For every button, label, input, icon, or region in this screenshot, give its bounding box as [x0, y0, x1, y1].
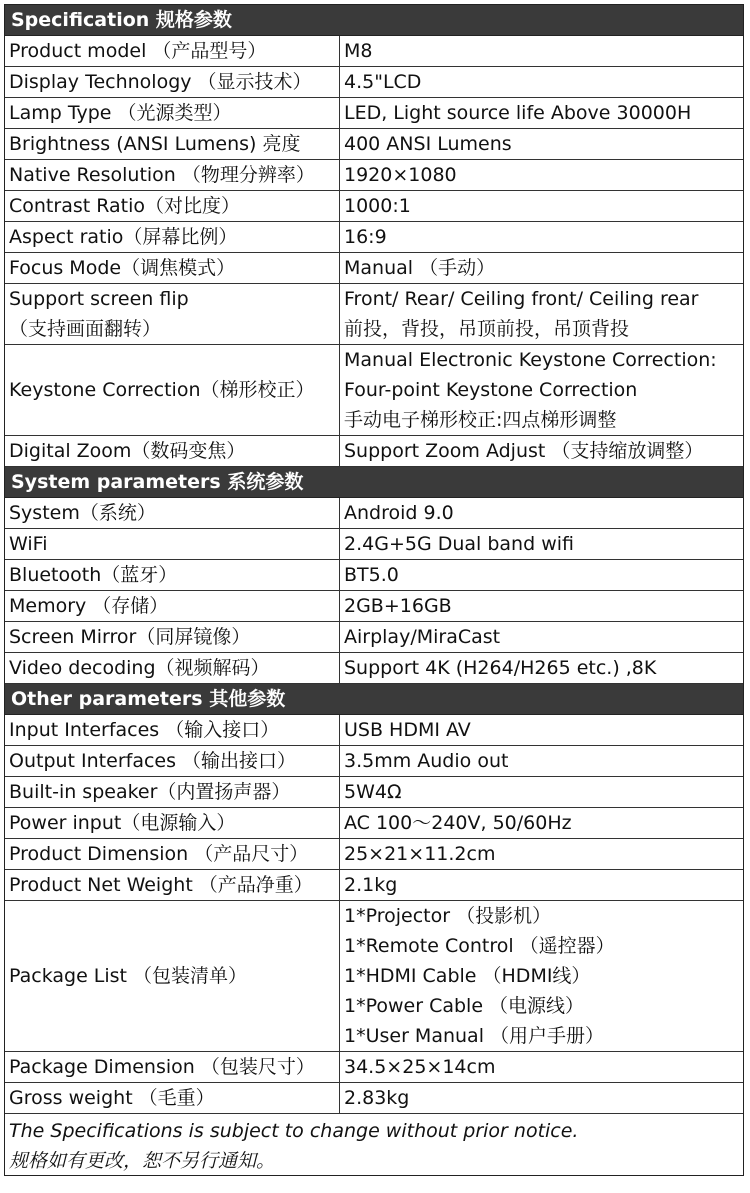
- spec-key: Bluetooth（蓝牙）: [5, 560, 340, 590]
- spec-key: Video decoding（视频解码）: [5, 653, 340, 683]
- spec-key: Product Dimension （产品尺寸）: [5, 839, 340, 869]
- section-header: Other parameters 其他参数: [5, 684, 743, 715]
- spec-row: [5, 591, 743, 622]
- spec-row: [5, 622, 743, 653]
- spec-key: Output Interfaces （输出接口）: [5, 746, 340, 776]
- spec-key: Display Technology （显示技术）: [5, 67, 340, 97]
- spec-value: 400 ANSI Lumens: [344, 133, 512, 155]
- spec-key: Lamp Type （光源类型）: [5, 98, 340, 128]
- spec-value: 3.5mm Audio out: [344, 750, 509, 772]
- spec-key: Contrast Ratio（对比度）: [5, 191, 340, 221]
- spec-sheet: [4, 4, 744, 1176]
- spec-row: [5, 191, 743, 222]
- spec-value: Front/ Rear/ Ceiling front/ Ceiling rear 前投，背投，吊顶前投，吊顶背投: [344, 288, 699, 340]
- spec-row: [5, 498, 743, 529]
- spec-row: [5, 253, 743, 284]
- spec-row: [5, 529, 743, 560]
- spec-row: [5, 67, 743, 98]
- spec-value: Manual Electronic Keystone Correction: Four-point Keystone Correction 手动电子梯形校正:四点梯形调整: [344, 349, 717, 431]
- spec-value: 2.4G+5G Dual band wifi: [344, 533, 574, 555]
- spec-key: Product model （产品型号）: [5, 36, 340, 66]
- spec-key: WiFi: [5, 529, 340, 559]
- spec-value: 4.5"LCD: [344, 71, 422, 93]
- spec-key: Digital Zoom（数码变焦）: [5, 436, 340, 466]
- spec-key: Built-in speaker（内置扬声器）: [5, 777, 340, 807]
- spec-row: [5, 98, 743, 129]
- spec-row: [5, 222, 743, 253]
- spec-value: 1000:1: [344, 195, 411, 217]
- spec-key: Support screen flip （支持画面翻转）: [5, 284, 340, 344]
- spec-key: Input Interfaces （输入接口）: [5, 715, 340, 745]
- spec-row: [5, 436, 743, 467]
- spec-row: [5, 160, 743, 191]
- spec-row: [5, 808, 743, 839]
- spec-value: 25×21×11.2cm: [344, 843, 496, 865]
- spec-key: Package List （包装清单）: [5, 901, 340, 1051]
- spec-row: [5, 901, 743, 1052]
- spec-key: Memory （存储）: [5, 591, 340, 621]
- spec-key: Aspect ratio（屏幕比例）: [5, 222, 340, 252]
- spec-key: Focus Mode（调焦模式）: [5, 253, 340, 283]
- spec-value: 16:9: [344, 226, 387, 248]
- spec-row: [5, 746, 743, 777]
- section-header: System parameters 系统参数: [5, 467, 743, 498]
- spec-row: [5, 715, 743, 746]
- spec-value: 2.83kg: [344, 1087, 410, 1109]
- spec-key: Native Resolution （物理分辨率）: [5, 160, 340, 190]
- spec-row: [5, 653, 743, 684]
- spec-row: [5, 129, 743, 160]
- disclaimer-cn: 规格如有更改，恕不另行通知。: [9, 1150, 276, 1172]
- spec-row: [5, 839, 743, 870]
- spec-row: [5, 777, 743, 808]
- section-header: Specification 规格参数: [5, 5, 743, 36]
- spec-row: [5, 870, 743, 901]
- spec-row: [5, 345, 743, 436]
- spec-value: AC 100～240V, 50/60Hz: [344, 812, 572, 834]
- spec-row: [5, 1052, 743, 1083]
- spec-key: Screen Mirror（同屏镜像）: [5, 622, 340, 652]
- disclaimer-note: [5, 1114, 743, 1175]
- spec-value: Android 9.0: [344, 502, 454, 524]
- spec-key: System（系统）: [5, 498, 340, 528]
- spec-row: [5, 36, 743, 67]
- spec-value: Manual （手动）: [344, 257, 496, 279]
- spec-value: Support 4K (H264/H265 etc.) ,8K: [344, 657, 657, 679]
- spec-value: 34.5×25×14cm: [344, 1056, 496, 1078]
- spec-row: [5, 1083, 743, 1114]
- spec-value: 1*Projector （投影机） 1*Remote Control （遥控器） 1*HDMI Cable （HDMI线） 1*Power Cable （电源线） 1*User Manual （用户手册）: [344, 905, 615, 1047]
- spec-key: Brightness (ANSI Lumens) 亮度: [5, 129, 340, 159]
- disclaimer-en: The Specifications is subject to change without prior notice.: [9, 1120, 579, 1142]
- spec-value: 5W4Ω: [344, 781, 402, 803]
- spec-value: USB HDMI AV: [344, 719, 471, 741]
- spec-value: 1920×1080: [344, 164, 457, 186]
- spec-key: Keystone Correction（梯形校正）: [5, 345, 340, 435]
- spec-row: [5, 560, 743, 591]
- spec-value: M8: [344, 40, 373, 62]
- spec-row: [5, 284, 743, 345]
- spec-value: 2.1kg: [344, 874, 398, 896]
- spec-value: BT5.0: [344, 564, 399, 586]
- spec-key: Power input（电源输入）: [5, 808, 340, 838]
- spec-value: LED, Light source life Above 30000H: [344, 102, 692, 124]
- spec-key: Product Net Weight （产品净重）: [5, 870, 340, 900]
- spec-key: Gross weight （毛重）: [5, 1083, 340, 1113]
- spec-key: Package Dimension （包装尺寸）: [5, 1052, 340, 1082]
- spec-value: 2GB+16GB: [344, 595, 452, 617]
- spec-value: Support Zoom Adjust （支持缩放调整）: [344, 440, 704, 462]
- spec-value: Airplay/MiraCast: [344, 626, 501, 648]
